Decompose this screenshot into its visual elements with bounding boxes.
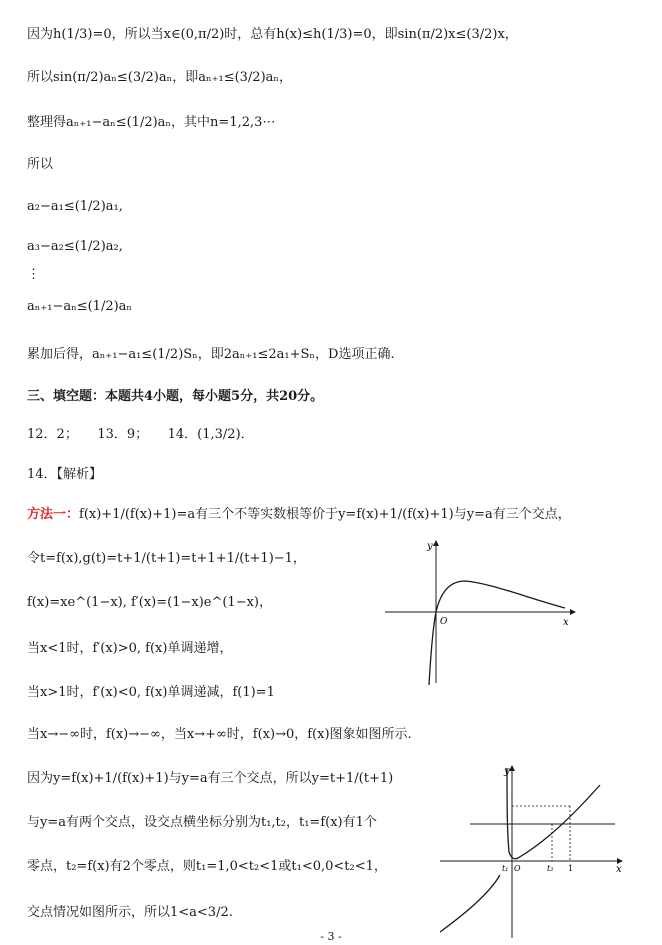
graph-f-x [385, 535, 585, 685]
right-branch [507, 768, 600, 859]
x-label: x [616, 864, 622, 875]
analysis-heading: 14．【解析】 [27, 467, 103, 482]
line-8: aₙ₊₁−aₙ≤(1/2)aₙ [27, 299, 133, 314]
line-2: 所以sin(π/2)aₙ≤(3/2)aₙ，即aₙ₊₁≤(3/2)aₙ， [27, 70, 293, 85]
answers-line: 12．2； 13．9； 14．(1,3/2)． [27, 427, 254, 442]
graph-g-t [440, 760, 630, 940]
line-16: 当x<1时，f′(x)>0, f(x)单调递增， [27, 641, 233, 656]
line-9: 累加后得，aₙ₊₁−a₁≤(1/2)Sₙ，即2aₙ₊₁≤2a₁+Sₙ，D选项正确. [27, 347, 395, 362]
page-number: - 3 - [320, 930, 342, 943]
line-6: a₃−a₂≤(1/2)a₂, [27, 239, 123, 254]
method-one-text: f(x)+1/(f(x)+1)=a有三个不等实数根等价于y=f(x)+1/(f(x)+1)与y=a有三个交点， [79, 507, 571, 522]
line-22: 交点情况如图所示，所以1<a<3/2. [27, 905, 233, 920]
line-4: 所以 [27, 157, 54, 172]
origin-label: O [440, 617, 448, 627]
line-21: 零点，t₂=f(x)有2个零点，则t₁=1,0<t₂<1或t₁<0,0<t₂<1， [27, 859, 387, 874]
y-label: y [427, 541, 433, 552]
line-18: 当x→−∞时，f(x)→−∞，当x→+∞时，f(x)→0，f(x)图象如图所示. [27, 727, 412, 742]
y-label: y [504, 766, 510, 777]
line-20: 与y=a有两个交点，设交点横坐标分别为t₁,t₂，t₁=f(x)有1个 [27, 815, 377, 830]
method-one-label: 方法一： [27, 507, 80, 522]
one-label: 1 [568, 864, 574, 873]
t1-label: t₁ [502, 864, 509, 873]
line-14: 令t=f(x),g(t)=t+1/(t+1)=t+1+1/(t+1)−1， [27, 551, 306, 566]
line-1: 因为h(1/3)=0，所以当x∈(0,π/2)时，总有h(x)≤h(1/3)=0，即sin(π/2)x≤(3/2)x， [27, 27, 518, 42]
line-15: f(x)=xe^(1−x), f′(x)=(1−x)e^(1−x)， [27, 595, 272, 610]
origin-label: O [514, 864, 521, 873]
section-heading: 三、填空题：本题共4小题，每小题5分，共20分。 [27, 389, 324, 404]
line-17: 当x>1时，f′(x)<0, f(x)单调递减，f(1)=1 [27, 685, 275, 700]
line-3: 整理得aₙ₊₁−aₙ≤(1/2)aₙ，其中n=1,2,3⋯ [27, 115, 276, 130]
line-7: ⋮ [27, 267, 40, 282]
t2-label: t₂ [547, 864, 554, 873]
curve [429, 581, 565, 685]
line-5: a₂−a₁≤(1/2)a₁, [27, 199, 123, 214]
left-branch [440, 875, 500, 932]
line-19: 因为y=f(x)+1/(f(x)+1)与y=a有三个交点，所以y=t+1/(t+1) [27, 771, 394, 786]
method-one-line [27, 506, 571, 524]
x-label: x [563, 617, 569, 628]
